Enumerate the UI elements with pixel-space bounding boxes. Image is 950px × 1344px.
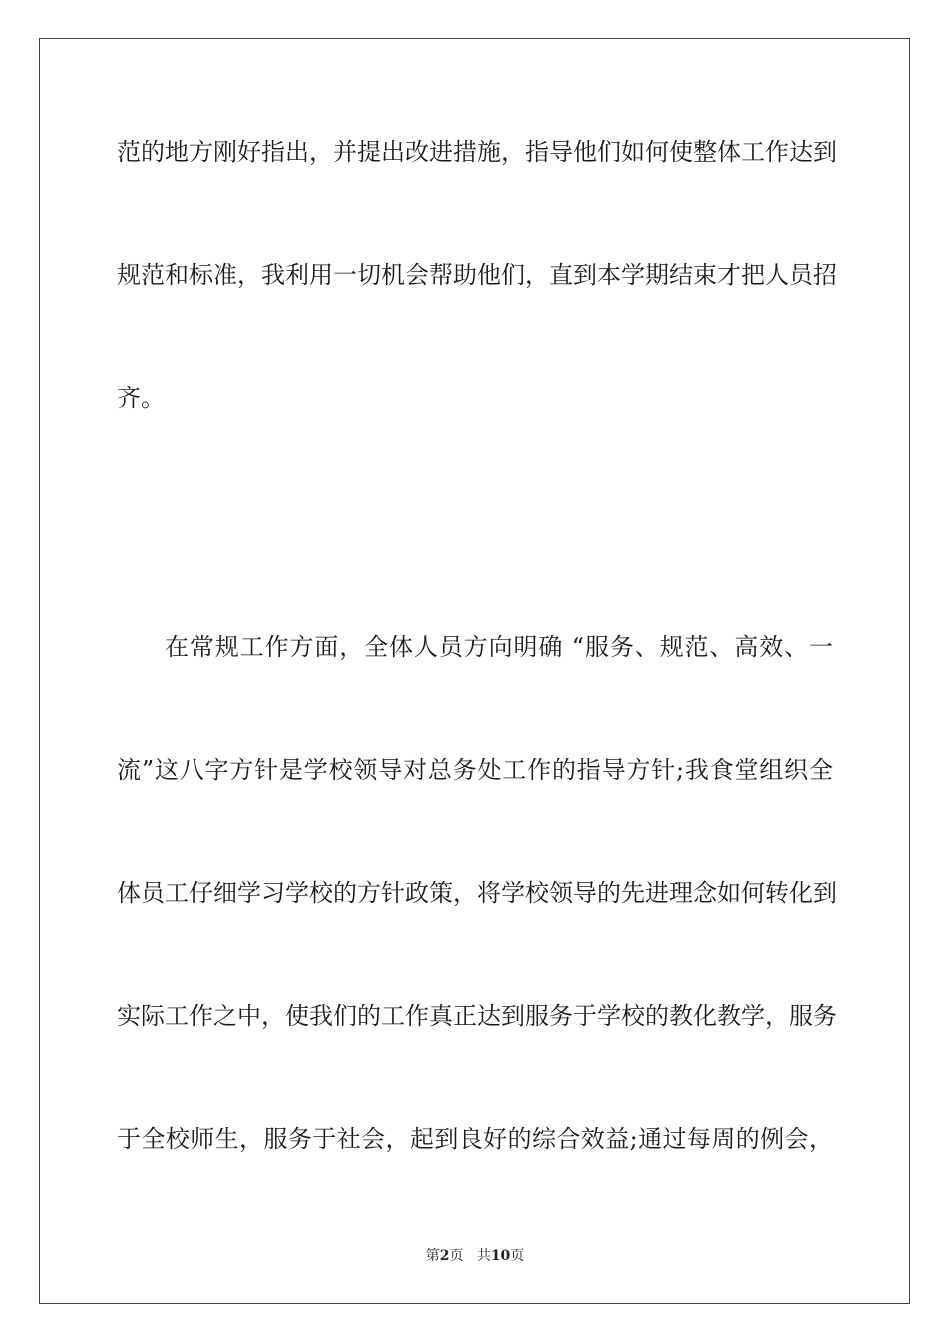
text-line: 范的地方刚好指出，并提出改进措施，指导他们如何使整体工作达到 [117, 138, 837, 166]
page-prefix: 第 [425, 1248, 440, 1264]
text-line: 规范和标准，我利用一切机会帮助他们，直到本学期结束才把人员招 [117, 261, 837, 289]
page-current: 2 [439, 1248, 450, 1264]
text-line: 在常规工作方面，全体人员方向明确 “服务、规范、高效、一 [165, 633, 833, 661]
page-total: 10 [490, 1248, 511, 1264]
page-footer [0, 1247, 950, 1265]
page-border [39, 38, 910, 1304]
text-line: 于全校师生，服务于社会，起到良好的综合效益;通过每周的例会， [117, 1125, 833, 1153]
text-line: 实际工作之中，使我们的工作真正达到服务于学校的教化教学，服务 [117, 1002, 837, 1030]
text-line: 流”这八字方针是学校领导对总务处工作的指导方针;我食堂组织全 [117, 756, 833, 784]
text-line: 体员工仔细学习学校的方针政策，将学校领导的先进理念如何转化到 [117, 879, 837, 907]
total-prefix: 共 [476, 1248, 491, 1264]
text-line: 齐。 [117, 384, 165, 412]
page-suffix: 页 [449, 1248, 464, 1264]
total-suffix: 页 [510, 1248, 525, 1264]
